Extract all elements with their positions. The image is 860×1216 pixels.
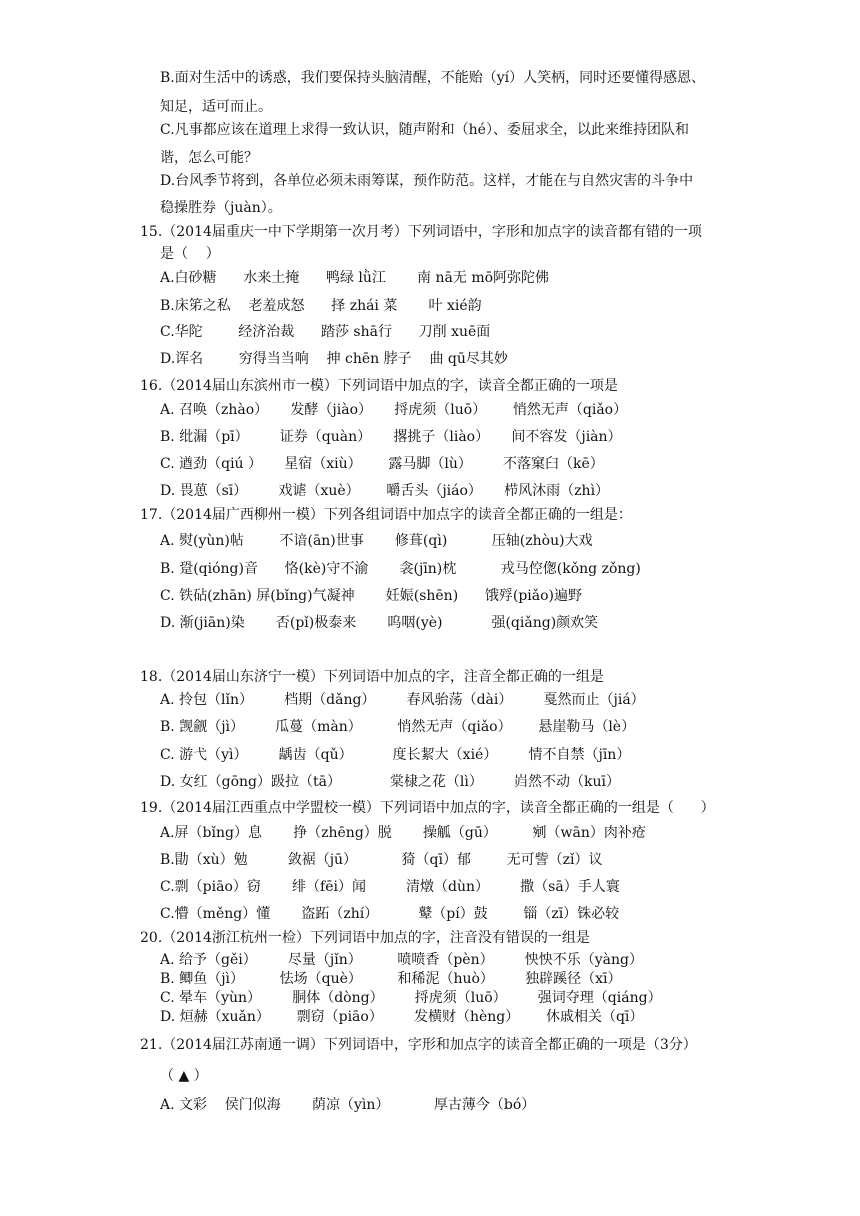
text-line-l25: B. 觊觎（jì） 瓜蔓（màn） 悄然无声（qiǎo） 悬崖勒马（lè）: [160, 719, 636, 735]
text-line-l17: D. 畏葸（sī） 戏谑（xuè） 嚼舌头（jiáo） 栉风沐雨（zhì）: [160, 483, 610, 499]
text-line-l30: B.勖（xù）勉 敛裾（jū） 猗（qī）郁 无可訾（zǐ）议: [160, 852, 603, 868]
text-line-l26: C. 游弋（yì） 龋齿（qǔ） 度长絜大（xié） 情不自禁（jīn）: [160, 747, 631, 763]
text-line-l32: C.懵（měng）懂 盗跖（zhí） 鼙（pí）鼓 锱（zī）铢必较: [160, 906, 620, 922]
text-line-l15: B. 纰漏（pī） 证券（quàn） 撂挑子（liào） 间不容发（jiàn）: [160, 429, 622, 445]
text-line-l12: D.诨名 穷得当当响 抻 chēn 脖子 曲 qū尽其妙: [160, 351, 508, 367]
text-line-l06: 稳操胜券（juàn）。: [160, 200, 282, 216]
text-line-l24: A. 拎包（lǐn） 档期（dǎng） 春风骀荡（dài） 戛然而止（jiá）: [160, 692, 645, 708]
text-line-l31: C.剽（piāo）窃 绯（fēi）闻 清燉（dùn） 撒（sā）手人寰: [160, 879, 620, 895]
text-line-l05: D.台风季节将到，各单位必须未雨筹谋，预作防范。这样，才能在与自然灾害的斗争中: [160, 173, 694, 189]
text-line-l38: 21.（2014届江苏南通一调）下列词语中，字形和加点字的读音全都正确的一项是（3分）: [140, 1037, 697, 1053]
text-line-l34: A. 给予（gěi） 尽量（jǐn） 喷喷香（pèn） 怏怏不乐（yàng）: [160, 952, 643, 968]
text-line-l21: C. 铁砧(zhān) 屏(bǐng)气凝神 妊娠(shēn) 饿殍(piǎo)遍野: [160, 588, 583, 604]
text-line-l33: 20.（2014浙江杭州一检）下列词语中加点的字，注音没有错误的一组是: [140, 930, 590, 946]
text-line-l27: D. 女红（gōng）趿拉（tā） 棠棣之花（lì） 岿然不动（kuī）: [160, 774, 621, 790]
text-line-l01: B.面对生活中的诱惑，我们要保持头脑清醒，不能贻（yí）人笑柄，同时还要懂得感恩、: [160, 70, 706, 86]
text-line-l35: B. 鲫鱼（jì） 怯场（què） 和稀泥（huò） 独辟蹊径（xī）: [160, 971, 622, 987]
text-line-l10: B.床笫之私 老羞成怒 择 zhái 菜 叶 xié韵: [160, 298, 482, 314]
text-line-l23: 18.（2014届山东济宁一模）下列词语中加点的字，注音全都正确的一组是: [140, 669, 604, 685]
text-line-l22: D. 渐(jiān)染 否(pǐ)极泰来 呜咽(yè) 强(qiǎng)颜欢笑: [160, 615, 599, 631]
text-line-l19: A. 熨(yùn)帖 不谙(ān)世事 修葺(qì) 压轴(zhòu)大戏: [160, 533, 593, 549]
text-line-l13: 16.（2014届山东滨州市一模）下列词语中加点的字，读音全都正确的一项是: [140, 378, 618, 394]
text-line-l02: 知足，适可而止。: [160, 99, 272, 115]
text-line-l20: B. 跫(qióng)音 恪(kè)守不渝 衾(jīn)枕 戎马倥偬(kǒng zǒng): [160, 561, 641, 577]
text-line-l03: C.凡事都应该在道理上求得一致认识，随声附和（hé）、委屈求全，以此来维持团队和: [160, 122, 689, 138]
text-line-l16: C. 遒劲（qiú ） 星宿（xiù） 露马脚（lù） 不落窠臼（kē）: [160, 456, 604, 472]
text-line-l37: D. 烜赫（xuǎn） 剽窃（piāo） 发横财（hèng） 休戚相关（qī）: [160, 1009, 644, 1025]
text-line-l07: 15.（2014届重庆一中下学期第一次月考）下列词语中，字形和加点字的读音都有错的一项: [140, 224, 702, 240]
text-line-l29: A.屏（bǐng）息 挣（zhēng）脱 操觚（gū） 剜（wān）肉补疮: [160, 825, 646, 841]
text-line-l18: 17.（2014届广西柳州一模）下列各组词语中加点字的读音全都正确的一组是：: [140, 507, 632, 523]
text-line-l04: 谐，怎么可能？: [160, 150, 258, 166]
text-line-l40: A. 文彩 侯门似海 荫凉（yìn） 厚古薄今（bó）: [160, 1097, 536, 1113]
text-line-l08: 是（ ）: [160, 246, 220, 262]
text-line-l14: A. 召唤（zhào） 发酵（jiào） 捋虎须（luō） 悄然无声（qiǎo）: [160, 402, 628, 418]
text-line-l28: 19.（2014届江西重点中学盟校一模）下列词语中加点的字，读音全都正确的一组是（ ）: [140, 800, 715, 816]
text-line-l11: C.华陀 经济治裁 踏莎 shā行 刀削 xuē面: [160, 324, 491, 340]
text-line-l39: （ ▲ ）: [160, 1068, 208, 1084]
text-line-l09: A.白砂糖 水来土掩 鸭绿 lǜ江 南 nā无 mō阿弥陀佛: [160, 270, 550, 286]
text-line-l36: C. 晕车（yùn） 胴体（dòng） 捋虎须（luō） 强词夺理（qiáng）: [160, 990, 662, 1006]
